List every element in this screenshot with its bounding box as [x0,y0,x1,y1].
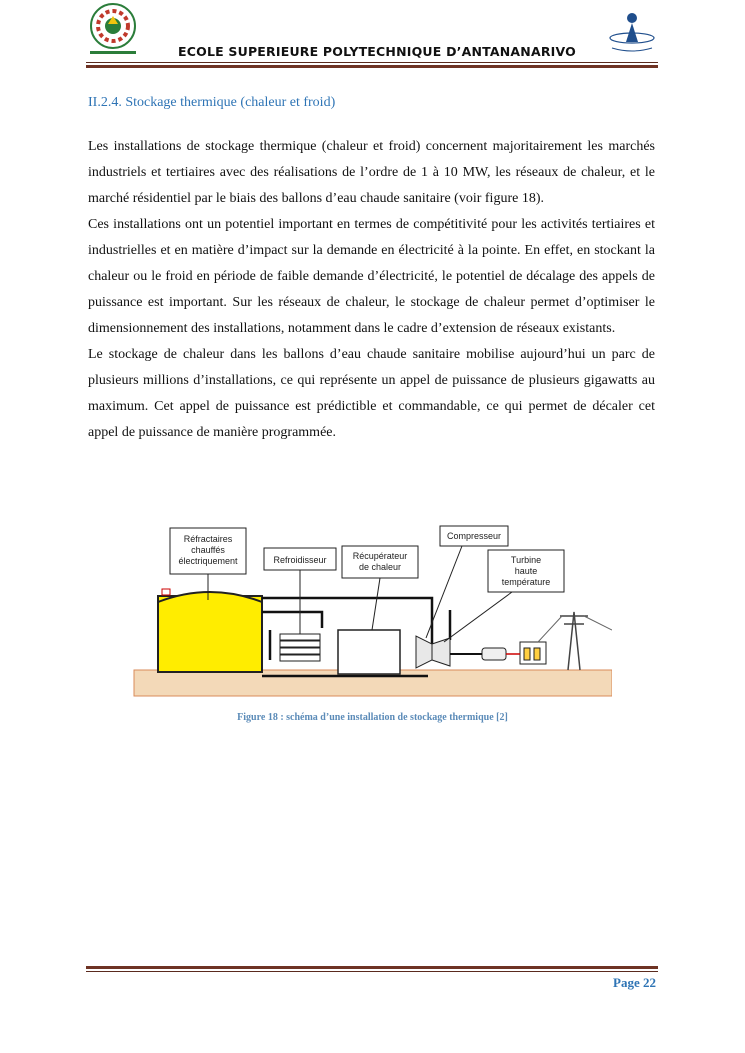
label-turbine-2: haute [514,566,538,576]
figure-caption: Figure 18 : schéma d’une installation de stockage thermique [2] [237,712,508,723]
label-compresseur: Compresseur [446,531,502,541]
storage-tank-dome [158,592,262,602]
storage-tank [158,596,262,672]
pipe-hot [262,612,322,628]
label-refroidisseur: Refroidisseur [273,555,327,565]
header-title: ECOLE SUPERIEURE POLYTECHNIQUE D’ANTANANARIVO [178,44,576,59]
label-turbine-3: température [501,577,551,587]
label-recuperateur-1: Récupérateur [352,551,408,561]
header-rule-thin [86,62,658,63]
department-logo [606,8,658,56]
header-rule-thick [86,65,658,68]
label-recuperateur-2: de chaleur [358,562,402,572]
paragraph-3: Le stockage de chaleur dans les ballons d’eau chaude sanitaire mobilise aujourd’hui un parc de plusieurs millions d’installations, ce qui représente un appel de puissance de plusieurs gigawatts au maximum. Cet appel de puissance est prédictible et commandable, ce qui permet de décaler cet appel de puissance de manière programmée. [88,347,655,440]
power-pylon [560,612,588,670]
heat-recovery-unit [338,630,400,674]
generator [482,648,506,660]
paragraph-1: Les installations de stockage thermique (chaleur et froid) concernent majoritairement les marchés industriels et tertiaires avec des réalisations de l’ordre de 1 à 10 MW, les réseaux de chaleur, et le marché résidentiel par le biais des ballons d’eau chaude sanitaire (voir figure 18). [88,139,655,206]
body-text [88,134,655,446]
school-logo [86,2,140,58]
label-turbine-1: Turbine [510,555,542,565]
page-number: Page 22 [613,975,656,990]
label-refractaires-2: chauffés [191,545,225,555]
footer-rule-thin [86,971,658,972]
compressor-turbine [416,636,432,668]
label-refractaires-1: Réfractaires [183,534,233,544]
label-refractaires-3: électriquement [178,556,238,566]
cooler-unit [280,634,320,661]
paragraph-2: Ces installations ont un potentiel important en termes de compétitivité pour les activités tertiaires et industrielles et en matière d’impact sur la demande en électricité à la pointe. En effet, en stockant la chaleur ou le froid en période de faible demande d’électricité, le potentiel de décalage des appels de puissance est important. Sur les réseaux de chaleur, le stockage de chaleur permet d’optimiser le dimensionnement des installations, notamment dans le cadre d’extension de réseaux existants. [88,217,655,336]
footer-rule-thick [86,966,658,969]
thermal-storage-diagram [132,520,612,702]
section-heading: II.2.4. Stockage thermique (chaleur et froid) [88,95,336,110]
